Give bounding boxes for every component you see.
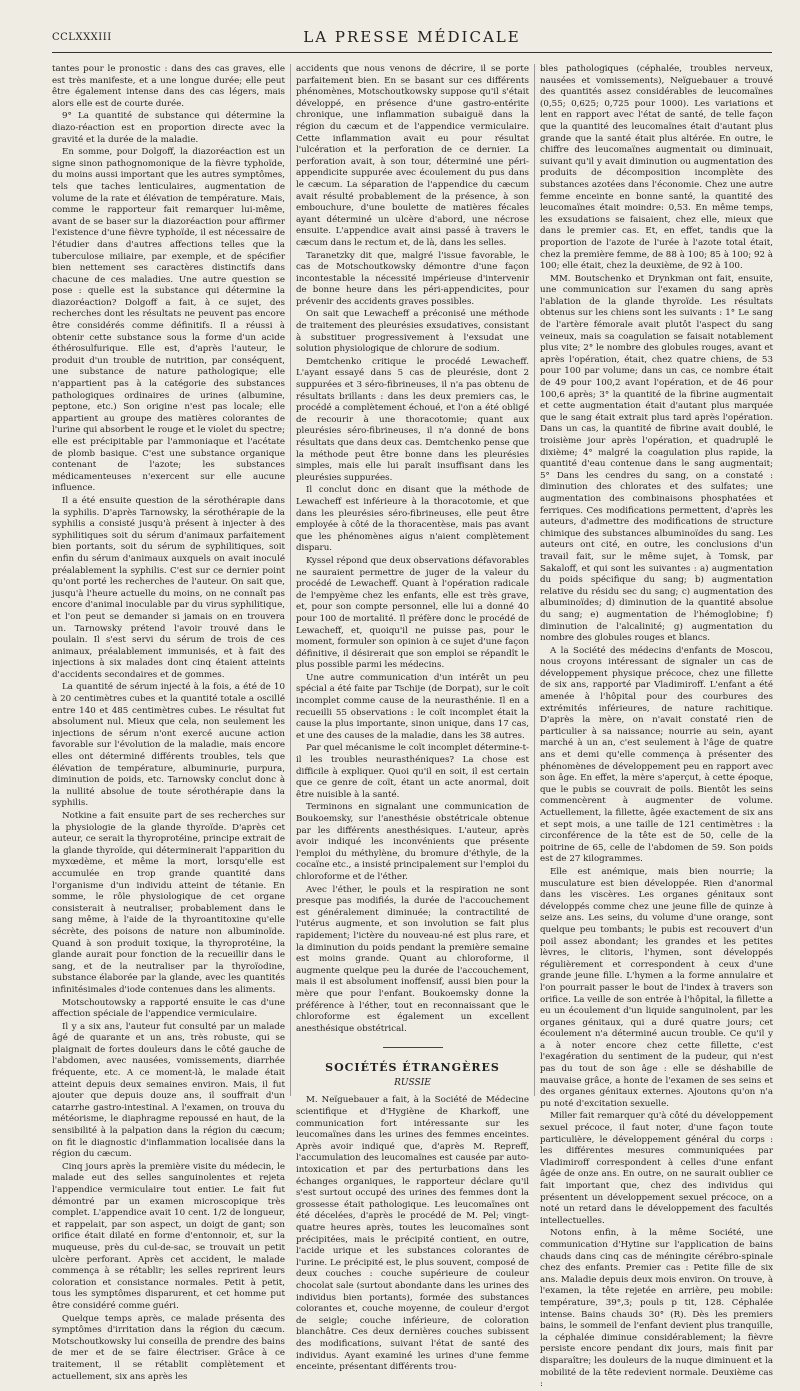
paragraph: Il a été ensuite question de la sérothérapie dans la syphilis. D'après Tarnowsky, la sérothérapie de la syphilis a consisté jusqu'à présent à injecter à des syphilitiques soit du sérum d'animaux parfaitement bien portants, soit du sérum de syphilitiques, soit enfin du sérum d'animaux auxquels on avait inoculé préalablement la syphilis. C'est sur ce dernier point qu'ont porté les recherches de l'auteur. On sait que, jusqu'à l'heure actuelle du moins, on ne connaît pas encore d'animal inoculable par du virus syphilitique, et l'on peut se demander si jamais on en trouvera un. Tarnowsky prétend l'avoir trouvé dans le poulain. Il s'est servi du sérum de trois de ces animaux, préalablement immunisés, et à fait des injections à six malades dont cinq étaient atteints d'accidents secondaires et de gommes. [52,495,285,680]
column-2 [296,64,530,1373]
running-header [52,22,772,53]
paragraph: Avec l'éther, le pouls et la respiration ne sont presque pas modifiés, la durée de l'accouchement est généralement diminuée; la contractilité de l'utérus augmente, et son involution se fait plus rapidement; l'ictère du nouveau-né est plus rare, et la diminution du poids pendant la première semaine est moins grande. Quant au chloroforme, il augmente quelque peu la durée de l'accouchement, mais il est absolument inoffensif, aussi bien pour la mère que pour l'enfant. Boukoemsky donne la préférence à l'éther, tout en reconnaissant que le chloroforme est également un excellent anesthésique obstétrical. [296,884,529,1034]
paragraph: Notkine a fait ensuite part de ses recherches sur la physiologie de la glande thyroïde. D'après cet auteur, ce serait la thyroprotéine, principe extrait de la glande thyroïde, qui déterminerait l'apparition du myxœdème, et même la mort, lorsqu'elle est accumulée en trop grande quantité dans l'organisme d'un individu atteint de tétanie. En somme, le rôle physiologique de cet organe consisterait à neutraliser, probablement dans le sang même, à l'aide de la thyroantitoxine qu'elle sécrète, des poisons de nature non albuminoïde. Quand à son produit toxique, la thyroprotéine, la glande aurait pour fonction de la recueillir dans le sang, et de la neutraliser par la thyroïodine, substance élaborée par la glande, avec les quantités infinitésimales d'iode contenues dans les aliments. [52,811,285,995]
paragraph: Elle est anémique, mais bien nourrie; la musculature est bien développée. Rien d'anormal dans les viscères. Les organes génitaux sont développés comme chez une jeune fille de quinze à seize ans. Les seins, du volume d'une orange, sont quelque peu tombants; le pubis est recouvert d'un poil assez abondant; les grandes et les petites lèvres, le clitoris, l'hymen, sont développés régulièrement et correspondent à ceux d'une grande jeune fille. L'hymen a la forme annulaire et l'on pourrait passer le bout de l'index à travers son orifice. La veille de son entrée à l'hôpital, la fillette a eu un écoulement d'un liquide sanguinolent, par les organes génitaux, qui a duré quatre jours; cet écoulement n'a déterminé aucun trouble. Ce qu'il y a à noter encore chez cette fillette, c'est l'exagération du sentiment de la pudeur, qui n'est pas du tout de son âge : elle se déshabille de mauvaise grâce, a honte de l'examen de ses seins et des organes génitaux externes. Ajoutons qu'on n'a pu noté d'excitation sexuelle. [540,866,773,1109]
paragraph: Demtchenko critique le procédé Lewacheff. L'ayant essayé dans 5 cas de pleurésie, dont 2 suppurées et 3 séro-fibrineuses, il n'a pas obtenu de résultats brillants : dans les deux premiers cas, le procédé a complètement échoué, et l'on a été obligé de recourir à une thoracotomie; quant aux pleurésies séro-fibrineuses, il n'a donné de bons résultats que dans deux cas. Demtchenko pense que la méthode peut être bonne dans les pleurésies simples, mais elle lui paraît insuffisant dans les pleurésies suppurées. [296,356,529,483]
paragraph: Motschoutowsky a rapporté ensuite le cas d'une affection spéciale de l'appendice vermiculaire. [52,997,285,1020]
section-subtitle: RUSSIE [394,1077,431,1088]
paragraph: Il y a six ans, l'auteur fut consulté par un malade âgé de quarante et un ans, très robuste, qui se plaignait de fortes douleurs dans le côté gauche de l'abdomen, avec nausées, vomissements, diarrhée fréquente, etc. A ce moment-là, le malade était atteint depuis deux semaines environ. Mais, il fut ajouter que depuis douze ans, il souffrait d'un catarrhe gastro-intestinal. A l'examen, on trouva du météorisme, le diaphragme repoussé en haut, de la sensibilité à la palpation dans la région du cæcum; on fit le diagnostic d'inflammation localisée dans la région du cæcum. [52,1021,285,1160]
paragraph: En somme, pour Dolgoff, la diazoréaction est un signe sinon pathognomonique de la fièvre typhoïde, du moins aussi important que les autres symptômes, tels que taches lenticulaires, augmentation de volume de la rate et élévation de température. Mais, comme le rapporteur fait remarquer lui-même, avant de se baser sur la diazoréaction pour affirmer l'existence d'une fièvre typhoïde, il est nécessaire de l'étudier dans d'autres affections telles que la tuberculose miliaire, par exemple, et de spécifier bien nettement ses caractères distinctifs dans chacune de ces maladies. Une autre question se pose : quelle est la substance qui détermine la diazoréaction? Dolgoff a fait, à ce sujet, des recherches dont les résultats ne peuvent pas encore être considérés comme définitifs. Il a réussi à obtenir cette substance sous la forme d'un acide éthérosulfurique. Elle est, d'après l'auteur, le produit d'un trouble de nutrition, par conséquent, une substance de nature pathologique; elle n'appartient pas à la catégorie des substances pathologiques ordinaires de urines (albumine, peptone, etc.) Son origine n'est pas locale; elle appartient au groupe des matières colorantes de l'urine qui absorbent le rouge et le violet du spectre; elle est précipitable par l'ammoniaque et l'acétate de plomb basique. C'est une substance organique contenant de l'azote; les substances médicamenteuses n'exercent sur elle aucune influence. [52,147,285,494]
column-3 [540,64,773,1390]
paragraph: On sait que Lewacheff a préconisé une méthode de traitement des pleurésies exsudatives, consistant à substituer progressivement à l'exsudat une solution physiologique de chlorure de sodium. [296,309,529,355]
paragraph: accidents que nous venons de décrire, il se porte parfaitement bien. En se basant sur ces différents phénomènes, Motschoutkowsky suppose qu'il s'était développé, en présence d'une gastro-entérite chronique, une inflammation subaiguë dans la région du cæcum et de l'appendice vermiculaire. Cette inflammation avait eu pour résultat l'ulcération et la perforation de ce dernier. La perforation avait, à son tour, déterminé une péri-appendicite suppurée avec écoulement du pus dans le cæcum. La séparation de l'appendice du cæcum avait résulté probablement de la présence, à son embouchure, d'une boulette de matières fécales ayant déterminé un ulcère d'abord, une nécrose ensuite. L'appendice avait ainsi passé à travers le cæcum dans le rectum et, de là, dans les selles. [296,64,529,248]
paragraph: Il conclut donc en disant que la méthode de Lewacheff est inférieure à la thoracotomie, et que dans les pleurésies séro-fibrineuses, elle peut être employée à côté de la thoracentèse, mais pas avant que les phénomènes aigus n'aient complètement disparu. [296,485,529,554]
paragraph: Cinq jours après la première visite du médecin, le malade eut des selles sanguinolentes et rejeta l'appendice vermiculaire tout entier. Le fait fut démontré par un examen microscopique très complet. L'appendice avait 10 cent. 1/2 de longueur, et rappelait, par son aspect, un doigt de gant; son orifice était dilaté en forme d'entonnoir, et, sur la muqueuse, près du cul-de-sac, se trouvait un petit ulcère perforant. Après cet accident, le malade commença à se rétablir; les selles reprirent leurs coloration et consistance normales. Petit à petit, tous les symptômes disparurent, et cet homme put être considéré comme guéri. [52,1161,285,1311]
paragraph: 9° La quantité de substance qui détermine la diazo-réaction est en proportion directe avec la gravité et la durée de la maladie. [52,111,285,145]
column-rule [534,64,535,1096]
paragraph: Quelque temps après, ce malade présenta des symptômes d'irritation dans la région du cæcum. Motschoutkowsky lui conseilla de prendre des bains de mer et de se faire électriser. Grâce à ce traitement, il se rétablit complètement et actuellement, six ans après les [52,1313,285,1382]
column-rule [290,64,291,1096]
paragraph: bles pathologiques (céphalée, troubles nerveux, nausées et vomissements), Neïguebauer a trouvé des quantités assez considérables de leucomaïnes (0,55; 0,625; 0,725 pour 1000). Les variations et lent en rapport avec l'état de santé, de telle façon que la quantité des leucomaïnes était d'autant plus grande que la santé était plus altérée. En outre, le chiffre des leucomaïnes augmentait ou diminuait, suivant qu'il y avait diminution ou augmentation des produits de décomposition incomplète des substances azotées dans l'économie. Chez une autre femme enceinte en bonne santé, la quantité des leucomaïnes était moindre: 0,53. En même temps, les exsudations se faisaient, chez elle, mieux que dans le premier cas. Et, en effet, tandis que la proportion de l'azote de l'urée à l'azote total était, chez la première femme, de 88 à 100; 85 à 100; 92 à 100; elle était, chez la deuxième, de 92 à 100. [540,64,773,272]
paragraph: La quantité de sérum injecté à la fois, a été de 10 à 20 centimètres cubes et la quantité totale a oscillé entre 140 et 485 centimètres cubes. Le résultat fut absolument nul. Mieux que cela, non seulement les injections de sérum n'ont exercé aucune action favorable sur l'évolution de la maladie, mais encore elles ont déterminé différents troubles, tels que élévation de température, albuminurie, purpura, diminution de poids, etc. Tarnowsky conclut donc à la nullité absolue de toute sérothérapie dans la syphilis. [52,682,285,809]
section-title: SOCIÉTÉS ÉTRANGÈRES [325,1061,500,1075]
page-number: CCLXXXIII [52,32,112,43]
paragraph: Taranetzky dit que, malgré l'issue favorable, le cas de Motschoutkowsky démontre d'une façon incontestable la nécessité impérieuse d'intervenir de bonne heure dans les péri-appendicites, pour prévenir des accidents graves possibles. [296,250,529,307]
paragraph: MM. Boutschenko et Drynkman ont fait, ensuite, une communication sur l'examen du sang après l'ablation de la glande thyroïde. Les résultats obtenus sur les chiens sont les suivants : 1° Le sang de l'artère fémorale avait plutôt l'aspect du sang veineux, mais sa coagulation se faisait notablement plus vite; 2° le nombre des globules rouges, avant et après l'opération, était, chez quatre chiens, de 53 pour 100 par volume; dans un cas, ce nombre était de 49 pour 100,2 avant l'opération, et de 46 pour 100,6 après; 3° la quantité de la fibrine augmentait et cette augmentation était d'autant plus marquée que le sang était extrait plus tard après l'opération. Dans un cas, la quantité de fibrine avait doublé, le troisième jour après l'opération, et quadruplé le dixième; 4° malgré la coagulation plus rapide, la quantité d'eau contenue dans le sang augmentait; 5° Dans les cendres du sang, on a constaté : diminution des chlorates et des sulfates; une augmentation des combinaisons phosphatées et ferriques. Ces modifications permettent, d'après les auteurs, d'admettre des modifications de structure chimique des substances albuminoïdes du sang. Les auteurs ont cité, en outre, les conclusions d'un travail fait, sur le même sujet, à Tomsk, par Sakaloff, et qui sont les suivantes : a) augmentation du poids spécifique du sang; b) augmentation relative du résidu sec du sang; c) augmentation des albuminoïdes; d) diminution de la quantité absolue du sang; e) augmentation de l'hémoglobine; f) diminution de l'alcalinité; g) augmentation du nombre des globules rouges et blancs. [540,273,773,644]
paragraph: Une autre communication d'un intérêt un peu spécial a été faite par Tschije (de Dorpat), sur le coït incomplet comme cause de la neurasthénie. Il en a recueilli 55 observations : le coït incomplet était la cause la plus importante, sinon unique, dans 17 cas, et une des causes de la maladie, dans les 38 autres. [296,672,529,741]
paragraph: Kyssel répond que deux observations défavorables ne sauraient permettre de juger de la valeur du procédé de Lewacheff. Quant à l'opération radicale de l'empyème chez les enfants, elle est très grave, et, pour son compte personnel, elle lui a donné 40 pour 100 de mortalité. Il préfère donc le procédé de Lewacheff, et, quoiqu'il ne puisse pas, pour le moment, formuler son opinion à ce sujet d'une façon définitive, il désirerait que son emploi se répandît le plus possible parmi les médecins. [296,555,529,671]
paragraph: M. Neïguebauer a fait, à la Société de Médecine scientifique et d'Hygiène de Kharkoff, une communication fort intéressante sur les leucomaïnes dans les urines des femmes enceintes. Après avoir indiqué que, d'après M. Repreff, l'accumulation des leucomaïnes est causée par auto-intoxication et par des perturbations dans les échanges organiques, le rapporteur déclare qu'il s'est surtout occupé des urines des femmes dont la grossesse était pathologique. Les leucomaïnes ont été décelées, d'après le procédé de M. Pel; vingt-quatre heures après, toutes les leucomaïnes sont précipitées, mais le précipité contient, en outre, l'acide urique et les substances colorantes de l'urine. Le précipité est, le plus souvent, composé de deux couches : couche supérieure de couleur chocolat sale (surtout abondante dans les urines des individus bien portants), formée des substances colorantes et, couche moyenne, de couleur d'ergot de seigle; couche inférieure, de coloration blanchâtre. Ces deux dernières couches subissent des modifications, suivant l'état de santé des individus. Ayant examiné les urines d'une femme enceinte, présentant différents trou- [296,1095,529,1373]
paragraph: tantes pour le pronostic : dans des cas graves, elle est très manifeste, et a une longue durée; elle peut être également intense dans des cas légers, mais alors elle est de courte durée. [52,64,285,109]
paragraph: Notons enfin, à la même Société, une communication d'Hytine sur l'application de bains chauds dans cinq cas de méningite cérébro-spinale chez des enfants. Premier cas : Petite fille de six ans. Maladie depuis deux mois environ. On trouve, à l'examen, la tête rejetée en arrière, peu mobile: température, 39°,3; pouls p tit, 128. Céphalée intense. Bains chauds 30° (R). Dès les premiers bains, le sommeil de l'enfant devient plus tranquille, la céphalée diminue considérablement; la fièvre persiste encore pendant dix jours, mais finit par disparaître; les douleurs de la nuque diminuent et la mobilité de la tête redevient normale. Deuxième cas : [540,1228,773,1390]
journal-title: LA PRESSE MÉDICALE [303,28,521,46]
paragraph: Miller fait remarquer qu'à côté du développement sexuel précoce, il faut noter, d'une façon toute particulière, le développement général du corps : les différentes mesures communiquées par Vladimiroff correspondent à celles d'une enfant âgée de onze ans. En outre, on ne saurait oublier ce fait important que, chez des individus qui présentent un développement sexuel précoce, on a noté un retard dans le développement des facultés intellectuelles. [540,1111,773,1226]
section-divider [383,1047,443,1048]
paragraph: A la Société des médecins d'enfants de Moscou, nous croyons intéressant de signaler un cas de développement physique précoce, chez une fillette de six ans, rapporté par Vladimiroff. L'enfant a été amenée à l'hôpital pour des courbures des extrémités inférieures, de nature rachitique. D'après la mère, on n'avait constaté rien de particulier à sa naissance; nourrie au sein, ayant marché à un an, c'est seulement à l'âge de quatre ans et demi qu'elle commença à présenter des phénomènes de développement peu en rapport avec son âge. En effet, la mère s'aperçut, à cette époque, que le pubis se couvrait de poils. Bientôt les seins commencèrent à augmenter de volume. Actuellement, la fillette, âgée exactement de six ans et sept mois, a une taille de 121 centimètres : la circonférence de la tête est de 50, celle de la poitrine de 65, celle de l'abdomen de 59. Son poids est de 27 kilogrammes. [540,645,773,865]
paragraph: Terminons en signalant une communication de Boukoemsky, sur l'anesthésie obstétricale obtenue par les différents anesthésiques. L'auteur, après avoir indiqué les inconvénients que présente l'emploi du méthylène, du bromure d'éthyle, de la cocaïne etc., a insisté principalement sur l'emploi du chloroforme et de l'éther. [296,802,530,882]
paragraph: Par quel mécanisme le coït incomplet détermine-t-il les troubles neurasthéniques? La chose est difficile à expliquer. Quoi qu'il en soit, il est certain que ce genre de coït, étant un acte anormal, doit être nuisible à la santé. [296,743,529,800]
column-1 [52,64,285,1382]
